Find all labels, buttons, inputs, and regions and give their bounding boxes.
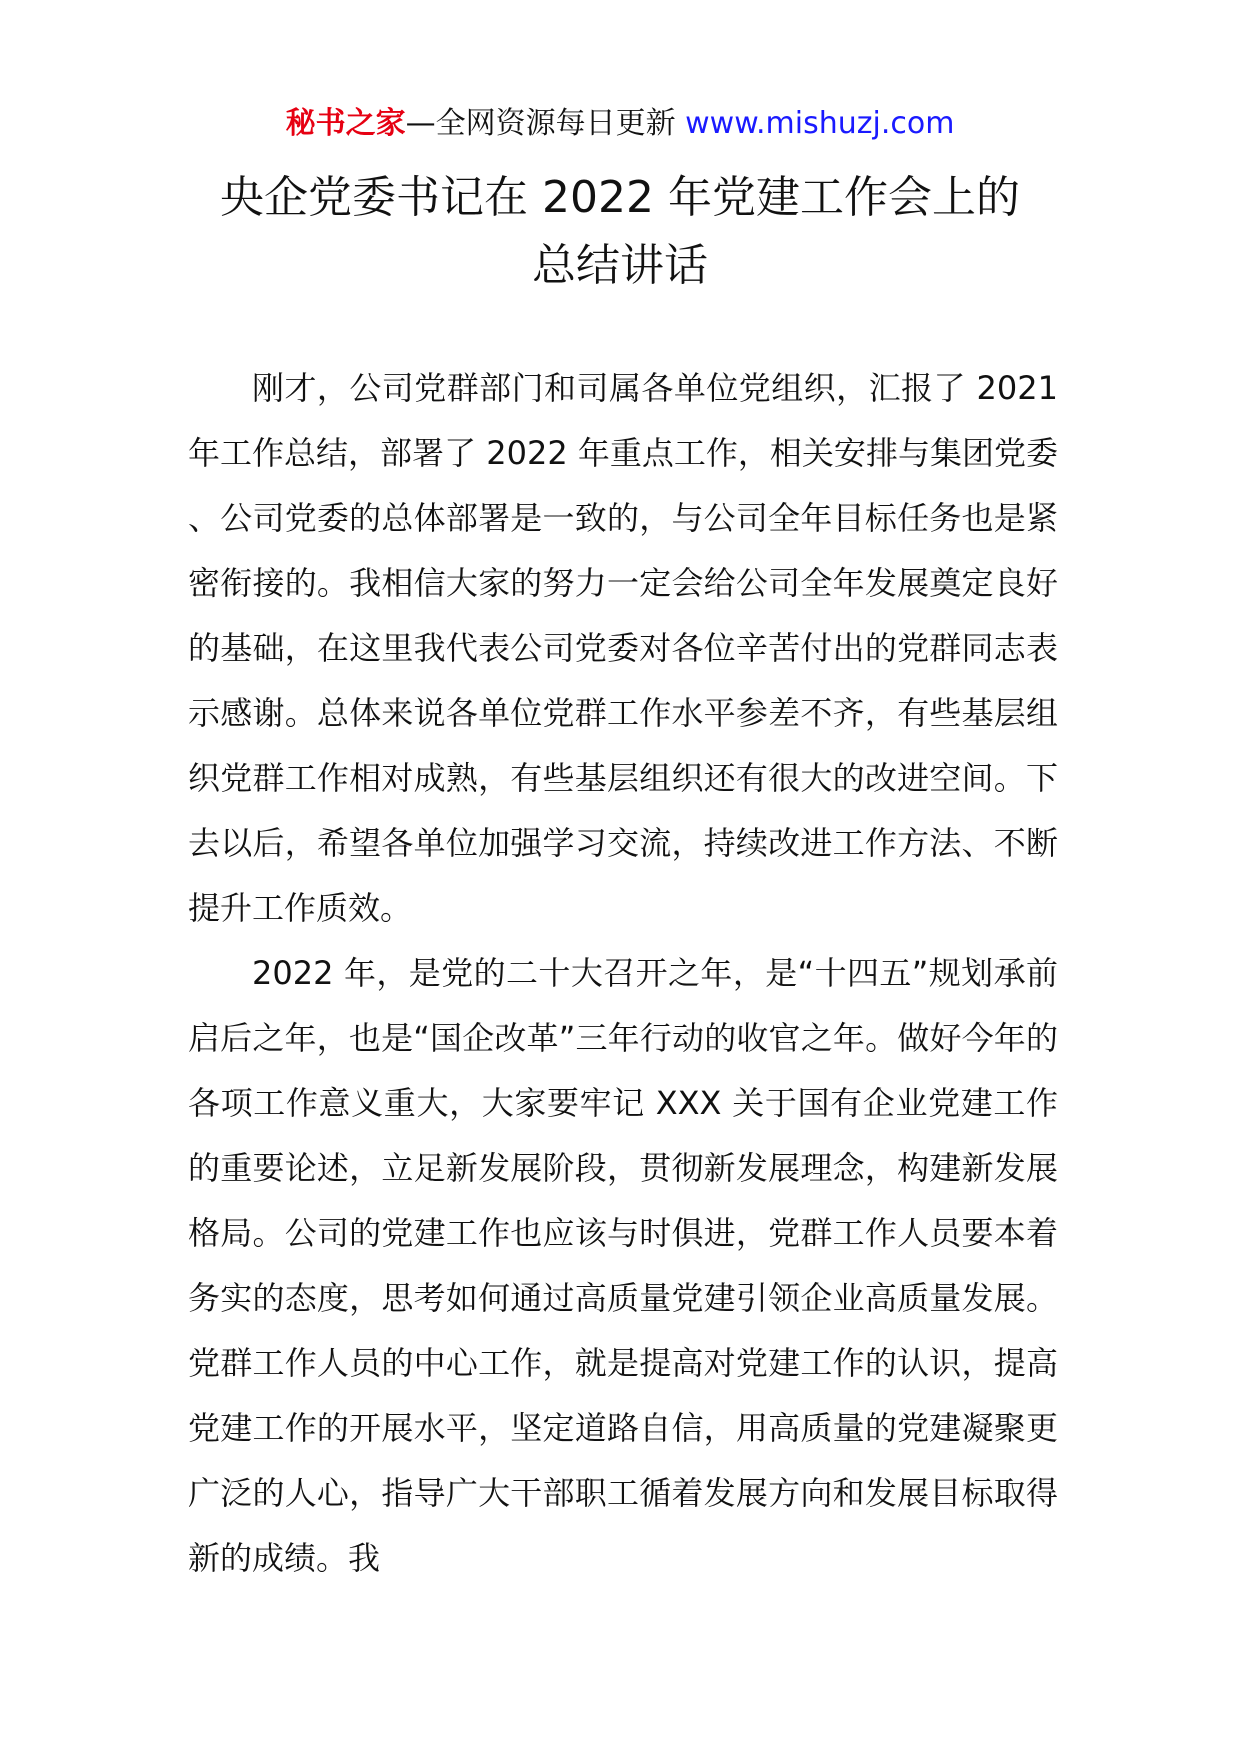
site-url-link[interactable]: www.mishuzj.com [685,106,955,141]
document-title [0,164,1240,300]
header-tagline: —全网资源每日更新 [405,106,676,141]
paragraph: 刚才，公司党群部门和司属各单位党组织，汇报了 2021 年工作总结，部署了 2022 年重点工作，相关安排与集团党委、公司党委的总体部署是一致的，与公司全年目标任务也是紧密衔接的。我相信大家的努力一定会给公司全年发展奠定良好的基础，在这里我代表公司党委对各位辛苦付出的党群同志表示感谢。总体来说各单位党群工作水平参差不齐，有些基层组织党群工作相对成熟，有些基层组织还有很大的改进空间。下去以后，希望各单位加强学习交流，持续改进工作方法、不断提升工作质效。 [188,369,1058,927]
title-line-2: 总结讲话 [532,240,708,291]
paragraph: 2022 年，是党的二十大召开之年，是“十四五”规划承前启后之年，也是“国企改革”三年行动的收官之年。做好今年的各项工作意义重大，大家要牢记 XXX 关于国有企业党建工作的重要论述，立足新发展阶段，贯彻新发展理念，构建新发展格局。公司的党建工作也应该与时俱进，党群工作人员要本着务实的态度，思考如何通过高质量党建引领企业高质量发展。党群工作人员的中心工作，就是提高对党建工作的认识，提高党建工作的开展水平，坚定道路自信，用高质量的党建凝聚更广泛的人心，指导广大干部职工循着发展方向和发展目标取得新的成绩。我 [188,954,1058,1577]
title-line-1: 央企党委书记在 2022 年党建工作会上的 [220,172,1020,223]
brand-name: 秘书之家 [285,106,406,141]
site-header [0,104,1240,144]
document-body [188,356,1058,1591]
